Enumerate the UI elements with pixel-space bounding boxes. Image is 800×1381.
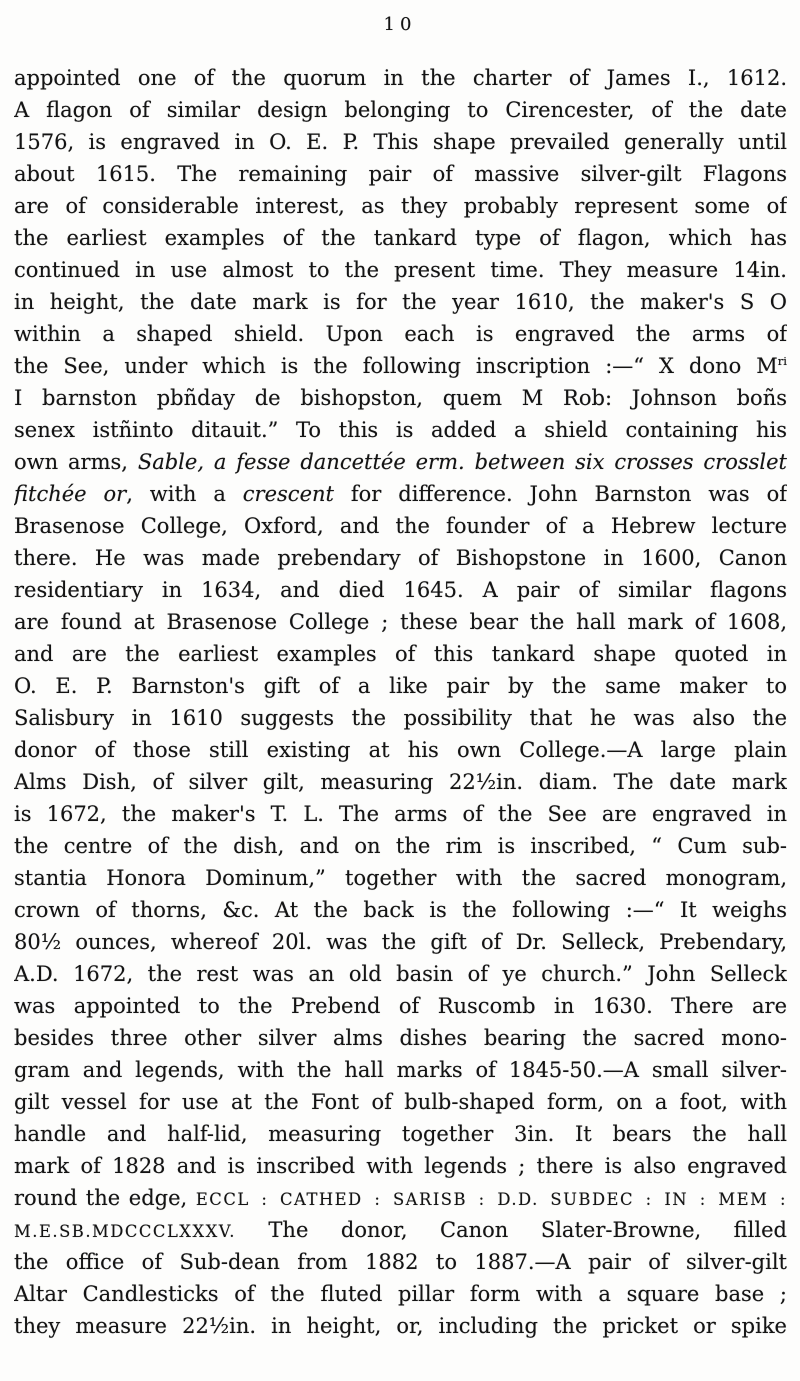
text-line	[14, 926, 787, 958]
text-line	[14, 254, 787, 286]
text-line	[14, 1310, 787, 1342]
text-line	[14, 862, 787, 894]
text-segment: M.E.SB.MDCCCLXXXV.	[14, 1222, 236, 1241]
text-line	[14, 350, 787, 382]
text-line	[14, 638, 787, 670]
text-line	[14, 62, 787, 94]
text-segment: crown of thorns, &c. At the back is the following :—“ It weighs	[14, 898, 787, 922]
text-line	[14, 1246, 787, 1278]
text-segment: ri	[777, 354, 787, 368]
text-line	[14, 990, 787, 1022]
text-line	[14, 894, 787, 926]
text-line	[14, 126, 787, 158]
text-line	[14, 446, 787, 478]
text-segment: about 1615. The remaining pair of massive silver-gilt Flagons	[14, 162, 787, 186]
text-line	[14, 1118, 787, 1150]
text-segment: fitchée or	[14, 482, 127, 506]
text-segment: they measure 22½in. in height, or, including the pricket or spike	[14, 1314, 787, 1338]
text-segment: in height, the date mark is for the year 1610, the maker's S O	[14, 290, 787, 314]
text-segment: gilt vessel for use at the Font of bulb-shaped form, on a foot, with	[14, 1090, 787, 1114]
text-segment: appointed one of the quorum in the charter of James I., 1612.	[14, 66, 787, 90]
text-segment: the See, under which is the following inscription :—“ X dono M	[14, 354, 778, 378]
text-segment: ECCL : CATHED : SARISB : D.D. SUBDEC : IN : MEM :	[195, 1190, 787, 1209]
text-line	[14, 574, 787, 606]
text-segment: 80½ ounces, whereof 20l. was the gift of Dr. Selleck, Prebendary,	[14, 930, 787, 954]
text-segment: 1576, is engraved in O. E. P. This shape prevailed generally until	[14, 130, 787, 154]
text-line	[14, 510, 787, 542]
text-segment: Salisbury in 1610 suggests the possibility that he was also the	[14, 706, 787, 730]
text-line	[14, 222, 787, 254]
text-segment: O. E. P. Barnston's gift of a like pair by the same maker to	[14, 674, 787, 698]
text-segment: own arms,	[14, 450, 138, 474]
text-segment: handle and half-lid, measuring together 3in. It bears the hall	[14, 1122, 787, 1146]
text-line	[14, 734, 787, 766]
text-line	[14, 158, 787, 190]
text-line	[14, 414, 787, 446]
text-line	[14, 1150, 787, 1182]
text-line	[14, 702, 787, 734]
text-segment: and are the earliest examples of this tankard shape quoted in	[14, 642, 787, 666]
text-segment: senex istñinto ditauit.” To this is added a shield containing his	[14, 418, 787, 442]
text-segment: A flagon of similar design belonging to Cirencester, of the date	[14, 98, 787, 122]
page-text	[14, 62, 787, 1342]
text-segment: within a shaped shield. Upon each is engraved the arms of	[14, 322, 787, 346]
text-line	[14, 1182, 787, 1214]
text-line	[14, 958, 787, 990]
text-segment: mark of 1828 and is inscribed with legends ; there is also engraved	[14, 1154, 787, 1178]
text-segment: round the edge,	[14, 1186, 196, 1210]
text-segment: residentiary in 1634, and died 1645. A pair of similar flagons	[14, 578, 787, 602]
text-segment: Altar Candlesticks of the fluted pillar form with a square base ;	[14, 1282, 787, 1306]
text-segment: besides three other silver alms dishes bearing the sacred mono-	[14, 1026, 787, 1050]
text-segment: Alms Dish, of silver gilt, measuring 22½in. diam. The date mark	[14, 770, 787, 794]
text-line	[14, 190, 787, 222]
text-line	[14, 318, 787, 350]
text-line	[14, 1086, 787, 1118]
text-line	[14, 606, 787, 638]
text-segment: for difference. John Barnston was of	[333, 482, 787, 506]
text-line	[14, 1214, 787, 1246]
text-segment: crescent	[242, 482, 334, 506]
text-line	[14, 1054, 787, 1086]
text-segment: the office of Sub-dean from 1882 to 1887.—A pair of silver-gilt	[14, 1250, 787, 1274]
text-segment: are of considerable interest, as they probably represent some of	[14, 194, 787, 218]
text-segment: , with a	[126, 482, 243, 506]
text-segment: Sable, a fesse dancettée erm. between six crosses crosslet	[137, 450, 787, 474]
text-segment: the earliest examples of the tankard type of flagon, which has	[14, 226, 787, 250]
text-line	[14, 670, 787, 702]
text-segment: there. He was made prebendary of Bishopstone in 1600, Canon	[14, 546, 787, 570]
text-line	[14, 478, 787, 510]
text-segment: gram and legends, with the hall marks of 1845-50.—A small silver-	[14, 1058, 787, 1082]
page-number: 10	[383, 14, 417, 35]
text-segment: I barnston pbñday de bishopston, quem M Rob: Johnson boñs	[14, 386, 787, 410]
text-line	[14, 286, 787, 318]
text-segment: Brasenose College, Oxford, and the founder of a Hebrew lecture	[14, 514, 787, 538]
text-segment: continued in use almost to the present time. They measure 14in.	[14, 258, 787, 282]
text-line	[14, 94, 787, 126]
text-segment: the centre of the dish, and on the rim is inscribed, “ Cum sub-	[14, 834, 787, 858]
text-line	[14, 1278, 787, 1310]
text-line	[14, 542, 787, 574]
text-line	[14, 1022, 787, 1054]
text-line	[14, 766, 787, 798]
text-segment: are found at Brasenose College ; these bear the hall mark of 1608,	[14, 610, 787, 634]
text-segment: The donor, Canon Slater-Browne, filled	[235, 1218, 787, 1242]
text-segment: donor of those still existing at his own College.—A large plain	[14, 738, 787, 762]
text-segment: stantia Honora Dominum,” together with the sacred monogram,	[14, 866, 787, 890]
text-segment: was appointed to the Prebend of Ruscomb in 1630. There are	[14, 994, 787, 1018]
text-line	[14, 830, 787, 862]
text-line	[14, 382, 787, 414]
text-line	[14, 798, 787, 830]
text-segment: A.D. 1672, the rest was an old basin of ye church.” John Selleck	[14, 962, 787, 986]
text-segment: is 1672, the maker's T. L. The arms of the See are engraved in	[14, 802, 787, 826]
